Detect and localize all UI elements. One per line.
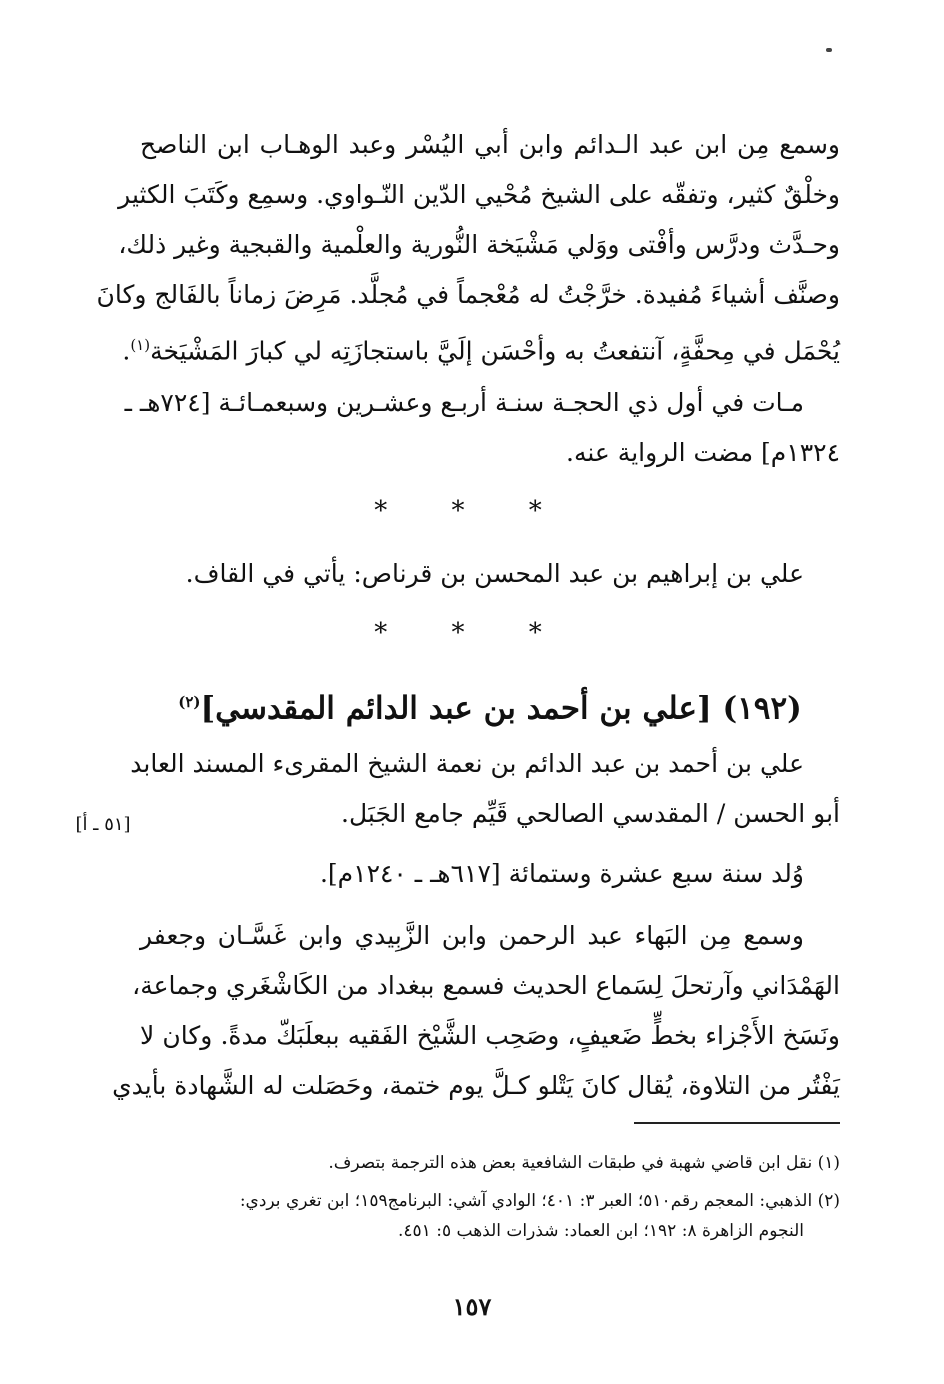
- entry-heading-text: (١٩٢) [علي بن أحمد بن عبد الدائم المقدسي]: [200, 690, 802, 727]
- body-line: وسمع مِن البَهاء عبد الرحمن وابن الزَّبِيدي وابن غَسَّـان وجعفر: [140, 921, 804, 950]
- scan-speck: [826, 48, 832, 52]
- death-line: ١٣٢٤م] مضت الرواية عنه.: [566, 438, 840, 467]
- cross-reference: علي بن إبراهيم بن عبد المحسن بن قرناص: يأتي في القاف.: [185, 559, 804, 588]
- line-end-mark: .: [122, 336, 131, 366]
- footnote: (٢) الذهبي: المعجم رقم٥١٠؛ العبر ٣: ٤٠١؛ الوادي آشي: البرنامج١٥٩؛ ابن تغري بردي:: [239, 1191, 840, 1211]
- footnote-ref: (١): [130, 336, 151, 354]
- body-line: ونَسَخ الأَجْزاء بخطٍّ ضَعيفٍ، وصَحِب الشَّيْخ الفَقيه ببعلَبَكّ مدةً. وكان لا: [140, 1021, 840, 1050]
- footnote-rule: [634, 1122, 840, 1124]
- birth-line: وُلد سنة سبع عشرة وستمائة [٦١٧هـ ـ ١٢٤٠م].: [319, 859, 804, 888]
- section-separator: * * *: [374, 496, 570, 526]
- body-line-text: يُحْمَل في مِحفَّةٍ، آنتفعتُ به وأحْسَن إلَيَّ باستجازَتِه لي كبارَ المَشْيَخة: [150, 336, 840, 366]
- body-line: وحـدَّث ودرَّس وأفْتى ووَلي مَشْيَخة النُّورية والعلْمية والقبجية وغير ذلك،: [118, 230, 840, 259]
- body-line: [122, 327, 840, 369]
- death-line: مـات في أول ذي الحجـة سنـة أربـع وعشـرين وسبعمـائـة [٧٢٤هـ ـ: [124, 388, 804, 417]
- body-line: الهَمْدَاني وآرتحلَ لِسَماع الحديث فسمع ببغداد من الكَاشْغَري وجماعة،: [132, 971, 840, 1000]
- body-line: وصنَّف أشياءَ مُفيدة. خرَّجْتُ له مُعْجماً في مُجلَّد. مَرِضَ زماناً بالفَالج وكانَ: [96, 280, 840, 309]
- manuscript-folio-marker: [٥١ ـ أ]: [75, 814, 131, 835]
- footnote-ref: (٢): [178, 693, 201, 711]
- footnote: النجوم الزاهرة ٨: ١٩٢؛ ابن العماد: شذرات الذهب ٥: ٤٥١.: [398, 1221, 804, 1241]
- entry-heading: [140, 680, 840, 730]
- body-line: أبو الحسن / المقدسي الصالحي قَيِّم جامع الجَبَل.: [341, 799, 840, 828]
- body-line: وسمع مِن ابن عبد الـدائم وابن أبي اليُسْر وعبد الوهـاب ابن الناصح: [140, 130, 840, 159]
- page-number: ١٥٧: [452, 1292, 492, 1321]
- body-line: علي بن أحمد بن عبد الدائم بن نعمة الشيخ المقرىء المسند العابد: [130, 749, 804, 778]
- section-separator: * * *: [374, 618, 570, 648]
- footnote: (١) نقل ابن قاضي شهبة في طبقات الشافعية بعض هذه الترجمة بتصرف.: [328, 1153, 840, 1173]
- body-line: وخلْقٌ كثير، وتفقّه على الشيخ مُحْيي الدّين النّـواوي. وسمِع وكَتَبَ الكثير: [118, 180, 840, 209]
- body-line: يَفْتُر من التلاوة، يُقال كانَ يَتْلو كـلَّ يوم ختمة، وحَصَلت له الشَّهادة بأيدي: [112, 1071, 840, 1100]
